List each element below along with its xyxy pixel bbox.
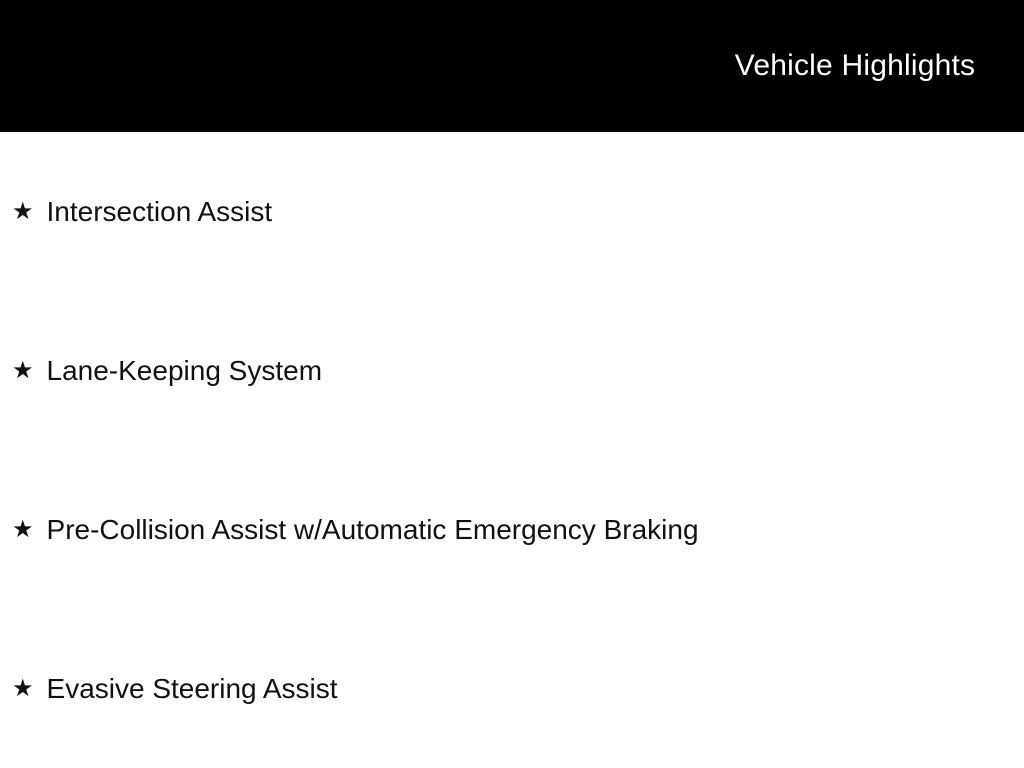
star-icon: ★ [12,198,34,225]
list-item [12,354,1024,388]
list-item [12,672,1024,706]
star-icon: ★ [12,516,34,543]
star-icon: ★ [12,675,34,702]
header-bar [0,0,1024,132]
list-item [12,195,1024,229]
highlight-label: Intersection Assist [46,196,273,227]
highlight-list [0,132,1024,706]
star-icon: ★ [12,357,34,384]
list-item [12,513,1024,547]
highlight-label: Lane-Keeping System [46,355,323,386]
highlight-label: Pre-Collision Assist w/Automatic Emergency Braking [46,514,699,545]
highlight-label: Evasive Steering Assist [46,673,338,704]
page-title: Vehicle Highlights [734,49,976,82]
